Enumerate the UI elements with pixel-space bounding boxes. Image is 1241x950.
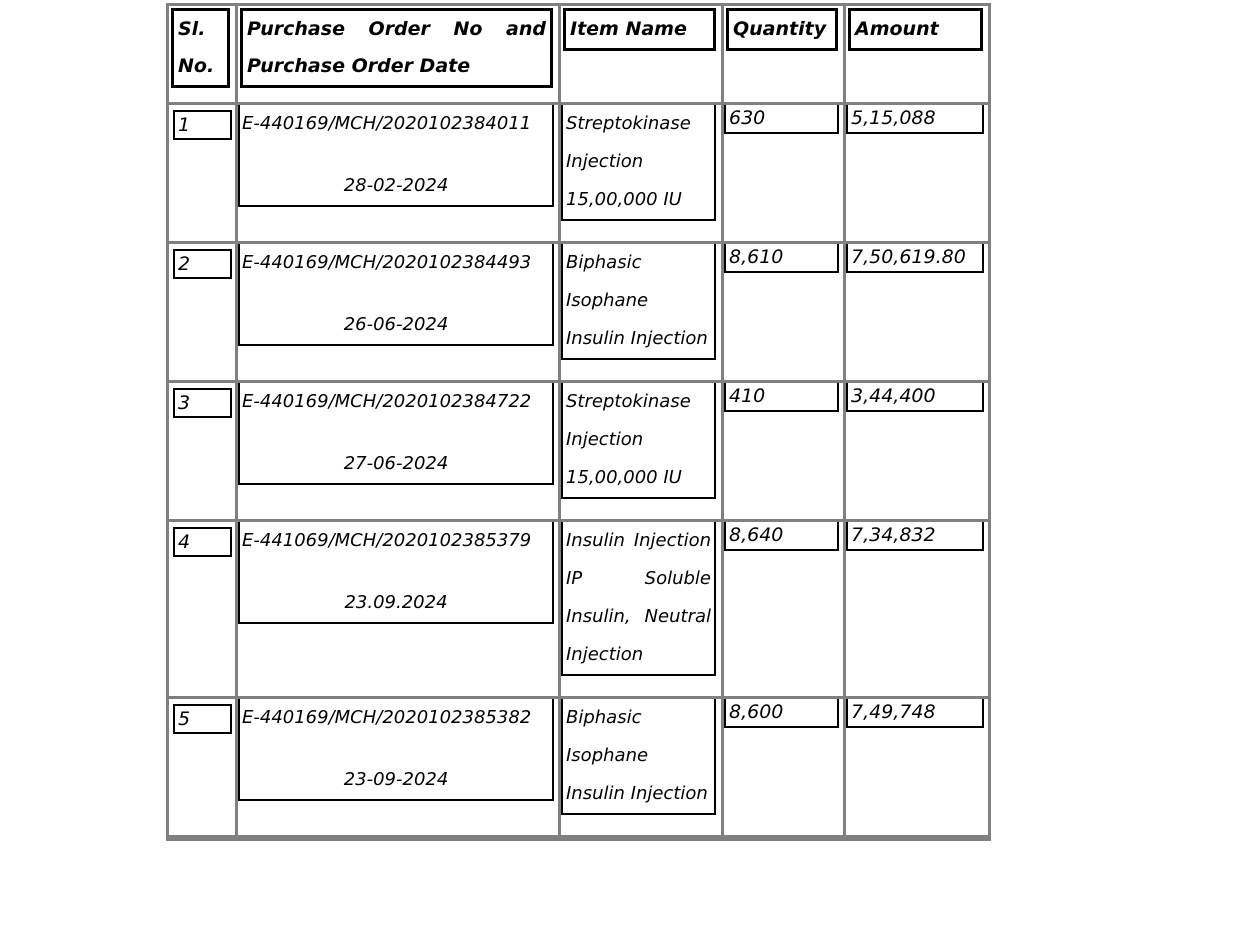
po-box — [238, 105, 554, 207]
sl-no-value: 5 — [173, 704, 232, 734]
item-name-value: Biphasic Isophane Insulin Injection — [561, 244, 716, 360]
header-cell-amount — [845, 5, 990, 104]
quantity-cell — [723, 698, 845, 839]
po-cell — [237, 104, 560, 243]
po-box — [238, 522, 554, 624]
item-name-value: Streptokinase Injection 15,00,000 IU — [561, 105, 716, 221]
quantity-value: 8,610 — [724, 244, 839, 273]
table-row — [168, 243, 990, 382]
quantity-cell — [723, 521, 845, 698]
quantity-value: 410 — [724, 383, 839, 412]
quantity-cell — [723, 382, 845, 521]
po-cell — [237, 382, 560, 521]
po-gap — [240, 737, 552, 761]
po-number: E-440169/MCH/2020102384011 — [242, 113, 532, 134]
po-date: 27-06-2024 — [343, 453, 449, 474]
amount-value: 3,44,400 — [846, 383, 984, 412]
po-number: E-441069/MCH/2020102385379 — [242, 530, 532, 551]
header-item-label: Item Name — [563, 8, 716, 51]
po-number: E-440169/MCH/2020102384493 — [242, 252, 532, 273]
item-name-cell — [560, 382, 723, 521]
header-cell-po — [237, 5, 560, 104]
amount-value: 7,34,832 — [846, 522, 984, 551]
sl-no-value: 3 — [173, 388, 232, 418]
sl-no-cell — [168, 104, 237, 243]
po-number: E-440169/MCH/2020102384722 — [242, 391, 532, 412]
sl-no-cell — [168, 243, 237, 382]
po-cell — [237, 243, 560, 382]
header-row — [168, 5, 990, 104]
header-sl-no-label: Sl. No. — [171, 8, 230, 88]
quantity-cell — [723, 104, 845, 243]
item-name-cell — [560, 104, 723, 243]
item-name-value: Biphasic Isophane Insulin Injection — [561, 699, 716, 815]
header-quantity-label: Quantity — [726, 8, 838, 51]
sl-no-cell — [168, 382, 237, 521]
quantity-cell — [723, 243, 845, 382]
po-number: E-440169/MCH/2020102385382 — [242, 707, 532, 728]
po-box — [238, 699, 554, 801]
table-body — [168, 104, 990, 839]
table-row — [168, 698, 990, 839]
sl-no-value: 1 — [173, 110, 232, 140]
amount-cell — [845, 521, 990, 698]
quantity-value: 630 — [724, 105, 839, 134]
po-date: 23.09.2024 — [344, 592, 448, 613]
item-name-cell — [560, 698, 723, 839]
header-amount-label: Amount — [848, 8, 983, 51]
table-row — [168, 104, 990, 243]
amount-value: 5,15,088 — [846, 105, 984, 134]
amount-value: 7,50,619.80 — [846, 244, 984, 273]
table-row — [168, 521, 990, 698]
po-date: 23-09-2024 — [343, 769, 449, 790]
amount-value: 7,49,748 — [846, 699, 984, 728]
header-po-label: Purchase Order No and Purchase Order Date — [240, 8, 553, 88]
amount-cell — [845, 243, 990, 382]
po-cell — [237, 521, 560, 698]
sl-no-cell — [168, 698, 237, 839]
po-box — [238, 244, 554, 346]
po-cell — [237, 698, 560, 839]
item-name-value: Streptokinase Injection 15,00,000 IU — [561, 383, 716, 499]
sl-no-value: 2 — [173, 249, 232, 279]
table-row — [168, 382, 990, 521]
po-date: 28-02-2024 — [343, 175, 449, 196]
header-cell-quantity — [723, 5, 845, 104]
item-name-value: Insulin Injection IP Soluble Insulin, Neutral Injection — [561, 522, 716, 676]
purchase-order-table — [166, 3, 991, 841]
po-gap — [240, 282, 552, 306]
po-box — [238, 383, 554, 485]
header-cell-sl-no — [168, 5, 237, 104]
po-gap — [240, 143, 552, 167]
po-gap — [240, 421, 552, 445]
amount-cell — [845, 104, 990, 243]
po-gap — [240, 560, 552, 584]
header-cell-item — [560, 5, 723, 104]
item-name-cell — [560, 521, 723, 698]
amount-cell — [845, 698, 990, 839]
po-date: 26-06-2024 — [343, 314, 449, 335]
quantity-value: 8,600 — [724, 699, 839, 728]
sl-no-value: 4 — [173, 527, 232, 557]
amount-cell — [845, 382, 990, 521]
sl-no-cell — [168, 521, 237, 698]
quantity-value: 8,640 — [724, 522, 839, 551]
item-name-cell — [560, 243, 723, 382]
